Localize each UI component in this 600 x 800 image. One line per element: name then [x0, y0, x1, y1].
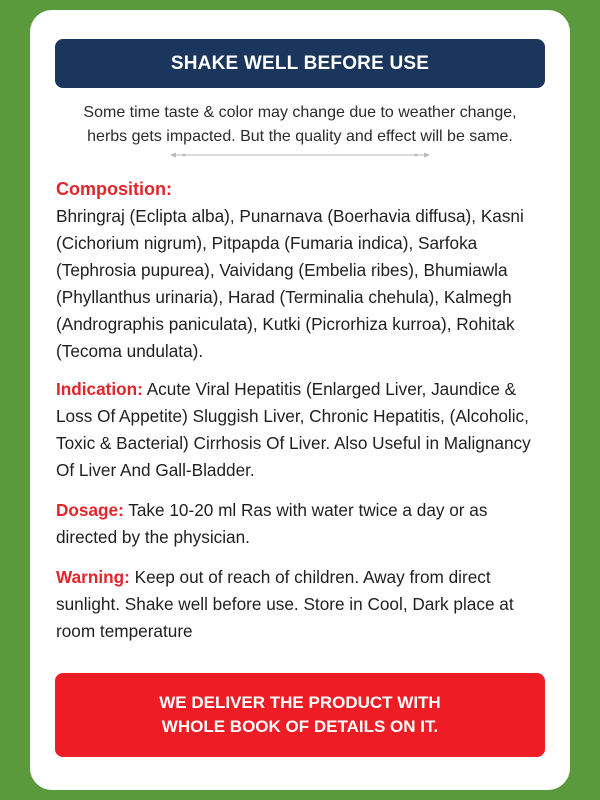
warning-label: Warning:	[56, 567, 130, 587]
indication-text: Acute Viral Hepatitis (Enlarged Liver, Jaundice & Loss Of Appetite) Sluggish Liver, Chronic Hepatitis, (Alcoholic, Toxic & Bacterial) Cirrhosis Of Liver. Also Useful in Malignancy Of Liver And Gall-Bladder.	[56, 379, 531, 480]
info-card	[30, 10, 570, 790]
dosage-text: Take 10-20 ml Ras with water twice a day or as directed by the physician.	[56, 500, 488, 547]
composition-section	[56, 176, 550, 365]
footer-line-1: WE DELIVER THE PRODUCT WITH	[159, 693, 441, 712]
indication-label: Indication:	[56, 379, 143, 399]
dosage-section	[56, 497, 550, 551]
note-line-2: herbs gets impacted. But the quality and effect will be same.	[87, 128, 513, 145]
delivery-banner	[55, 673, 545, 757]
ornament-divider	[170, 152, 430, 158]
header-banner	[55, 39, 545, 88]
footer-line-2: WHOLE BOOK OF DETAILS ON IT.	[161, 717, 439, 736]
note-line-1: Some time taste & color may change due to weather change,	[83, 104, 517, 121]
indication-section	[56, 376, 550, 484]
product-details	[56, 176, 550, 645]
composition-text: Bhringraj (Eclipta alba), Punarnava (Boerhavia diffusa), Kasni (Cichorium nigrum), Pitpapda (Fumaria indica), Sarfoka (Tephrosia pupurea), Vaividang (Embelia ribes), Bhumiawla (Phyllanthus urinaria), Harad (Terminalia chehula), Kalmegh (Andrographis paniculata), Kutki (Picrorhiza kurroa), Rohitak (Tecoma undulata).	[56, 206, 524, 361]
dosage-label: Dosage:	[56, 500, 124, 520]
composition-label: Composition:	[56, 179, 172, 199]
warning-text: Keep out of reach of children. Away from direct sunlight. Shake well before use. Store in Cool, Dark place at room temperature	[56, 567, 514, 641]
taste-color-note	[50, 101, 550, 149]
header-title: SHAKE WELL BEFORE USE	[170, 52, 430, 74]
warning-section	[56, 564, 550, 645]
